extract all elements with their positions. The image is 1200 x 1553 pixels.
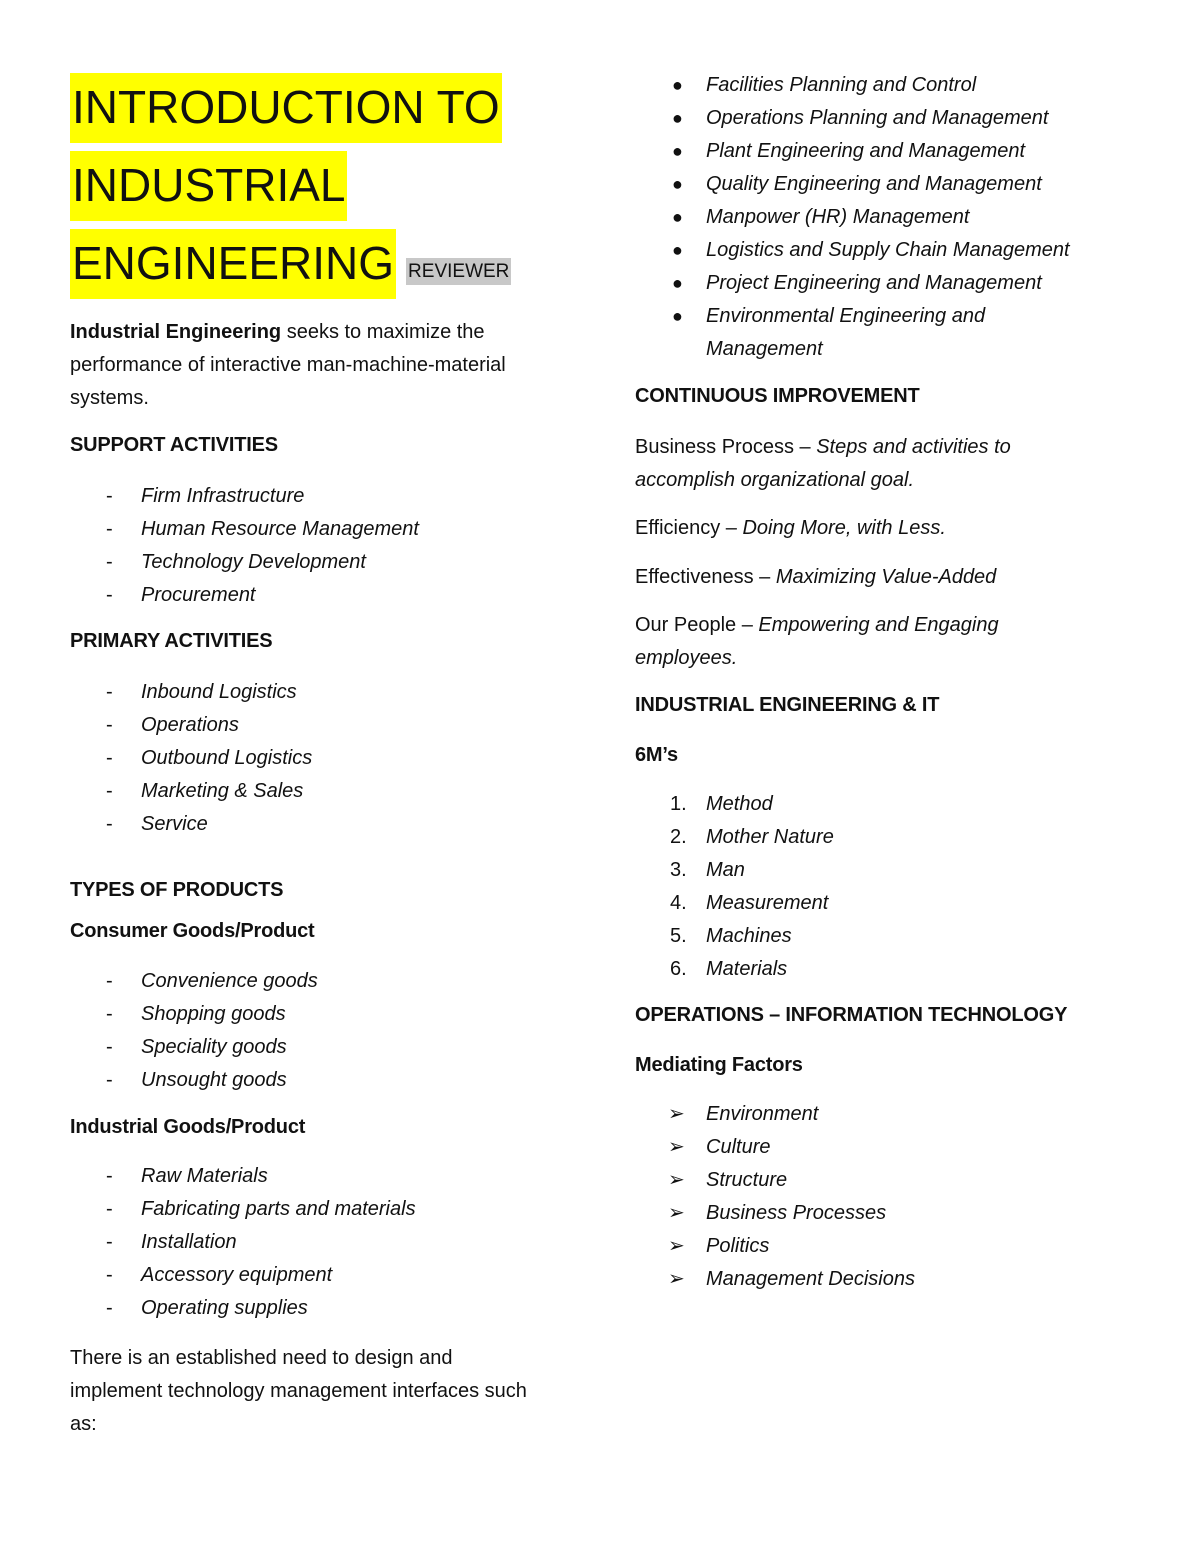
- support-item-text: Technology Development: [141, 551, 366, 573]
- industrial-goods-item: [70, 1292, 570, 1325]
- efficiency-paragraph: [635, 512, 1155, 545]
- mediating-factor-marker: ➢: [668, 1268, 685, 1290]
- six-m-item-text: Man: [706, 859, 745, 881]
- mediating-factor-marker: ➢: [668, 1136, 685, 1158]
- interface-item: [635, 201, 1105, 234]
- our-people-definition: Empowering and Engaging employees.: [635, 614, 999, 669]
- primary-item: [70, 709, 570, 742]
- interface-marker: ●: [672, 240, 683, 260]
- consumer-goods-item-text: Unsought goods: [141, 1069, 287, 1091]
- intro-paragraph: [70, 316, 560, 415]
- interface-item-text: Operations Planning and Management: [706, 107, 1049, 129]
- mediating-factor-item-text: Structure: [706, 1169, 788, 1191]
- industrial-goods-list: [70, 1160, 570, 1325]
- mediating-factor-item: [635, 1131, 1105, 1164]
- intro-text: seeks to maximize the performance of interactive man-machine-material systems.: [70, 321, 506, 409]
- six-m-item: [635, 953, 1105, 986]
- mediating-factor-item-text: Politics: [706, 1235, 770, 1257]
- six-m-marker: 4.: [670, 892, 687, 914]
- reviewer-tag: REVIEWER: [406, 258, 511, 285]
- industrial-goods-marker: -: [106, 1264, 113, 1286]
- primary-marker: -: [106, 747, 113, 769]
- interface-item-text: Manpower (HR) Management: [706, 206, 970, 228]
- interface-item-text: Facilities Planning and Control: [706, 74, 977, 96]
- primary-item-text: Inbound Logistics: [141, 681, 297, 703]
- industrial-goods-item: [70, 1226, 570, 1259]
- interface-marker: ●: [672, 273, 683, 293]
- effectiveness-term: Effectiveness –: [635, 566, 776, 588]
- interface-marker: ●: [672, 141, 683, 161]
- business-process-definition: Steps and activities to accomplish organizational goal.: [635, 436, 1011, 491]
- industrial-goods-item-text: Fabricating parts and materials: [141, 1198, 416, 1220]
- industrial-goods-item-text: Accessory equipment: [141, 1264, 333, 1286]
- primary-list: [70, 676, 570, 841]
- effectiveness-definition: Maximizing Value-Added: [775, 566, 997, 588]
- mediating-factor-item: [635, 1263, 1105, 1296]
- six-m-item: [635, 920, 1105, 953]
- interface-item: [635, 267, 1105, 300]
- support-marker: -: [106, 485, 113, 507]
- consumer-goods-marker: -: [106, 1036, 113, 1058]
- mediating-factors-list: [635, 1098, 1105, 1296]
- consumer-goods-marker: -: [106, 970, 113, 992]
- mediating-factor-item: [635, 1164, 1105, 1197]
- consumer-goods-marker: -: [106, 1003, 113, 1025]
- products-heading: TYPES OF PRODUCTS: [70, 879, 284, 901]
- mediating-factors-heading: Mediating Factors: [635, 1054, 803, 1076]
- primary-item: [70, 775, 570, 808]
- six-m-marker: 1.: [670, 793, 687, 815]
- consumer-goods-item: [70, 998, 570, 1031]
- interface-item-text: Quality Engineering and Management: [706, 173, 1042, 195]
- interface-marker: ●: [672, 75, 683, 95]
- support-item: [70, 546, 570, 579]
- interface-item-text: Project Engineering and Management: [706, 272, 1042, 294]
- six-ms-heading: 6M’s: [635, 744, 678, 766]
- ops-it-heading: OPERATIONS – INFORMATION TECHNOLOGY: [635, 1004, 1068, 1026]
- mediating-factor-marker: ➢: [668, 1169, 685, 1191]
- six-m-item: [635, 788, 1105, 821]
- six-m-item: [635, 854, 1105, 887]
- need-paragraph: There is an established need to design and implement technology management interfaces such as:: [70, 1347, 527, 1435]
- primary-marker: -: [106, 714, 113, 736]
- interface-item-text: Environmental Engineering and Management: [706, 305, 986, 360]
- consumer-goods-item-text: Convenience goods: [141, 970, 318, 992]
- interface-marker: ●: [672, 174, 683, 194]
- primary-item-text: Marketing & Sales: [141, 780, 304, 802]
- six-m-item-text: Materials: [706, 958, 788, 980]
- interface-item-text: Plant Engineering and Management: [706, 140, 1026, 162]
- consumer-goods-marker: -: [106, 1069, 113, 1091]
- support-item-text: Firm Infrastructure: [141, 485, 305, 507]
- business-process-term: Business Process –: [635, 436, 817, 458]
- continuous-heading: CONTINUOUS IMPROVEMENT: [635, 385, 920, 407]
- title-highlight-1: INTRODUCTION TO: [70, 73, 502, 143]
- mediating-factor-item-text: Environment: [706, 1103, 819, 1125]
- primary-item-text: Service: [141, 813, 208, 835]
- title-line-2: [70, 159, 347, 211]
- interface-marker: ●: [672, 306, 683, 326]
- six-m-marker: 5.: [670, 925, 687, 947]
- consumer-heading: Consumer Goods/Product: [70, 920, 315, 942]
- ie-it-heading: INDUSTRIAL ENGINEERING & IT: [635, 694, 940, 716]
- mediating-factor-item: [635, 1230, 1105, 1263]
- industrial-goods-marker: -: [106, 1297, 113, 1319]
- six-m-marker: 6.: [670, 958, 687, 980]
- interface-item: [635, 234, 1105, 267]
- six-m-item-text: Mother Nature: [706, 826, 834, 848]
- mediating-factor-item: [635, 1197, 1105, 1230]
- primary-item: [70, 742, 570, 775]
- primary-marker: -: [106, 813, 113, 835]
- consumer-goods-item: [70, 1064, 570, 1097]
- primary-heading: PRIMARY ACTIVITIES: [70, 630, 273, 652]
- interface-item: [635, 168, 1105, 201]
- our-people-paragraph: [635, 609, 1035, 675]
- six-m-marker: 3.: [670, 859, 687, 881]
- consumer-goods-item: [70, 965, 570, 998]
- six-m-item-text: Method: [706, 793, 773, 815]
- mediating-factor-marker: ➢: [668, 1202, 685, 1224]
- industrial-goods-item-text: Installation: [141, 1231, 237, 1253]
- title-highlight-2: INDUSTRIAL: [70, 151, 347, 221]
- interface-item-text: Logistics and Supply Chain Management: [706, 239, 1070, 261]
- mediating-factor-item-text: Business Processes: [706, 1202, 887, 1224]
- support-marker: -: [106, 551, 113, 573]
- mediating-factor-item-text: Management Decisions: [706, 1268, 915, 1290]
- support-heading: SUPPORT ACTIVITIES: [70, 434, 278, 456]
- title-highlight-3: ENGINEERING: [70, 229, 396, 299]
- title-line-3: [70, 237, 511, 289]
- efficiency-term: Efficiency –: [635, 517, 743, 539]
- industrial-goods-item: [70, 1259, 570, 1292]
- consumer-goods-item-text: Speciality goods: [141, 1036, 287, 1058]
- primary-marker: -: [106, 780, 113, 802]
- our-people-term: Our People –: [635, 614, 759, 636]
- support-item: [70, 480, 570, 513]
- industrial-goods-marker: -: [106, 1165, 113, 1187]
- effectiveness-paragraph: [635, 561, 1155, 594]
- primary-item-text: Operations: [141, 714, 239, 736]
- six-m-item-text: Measurement: [706, 892, 829, 914]
- support-marker: -: [106, 584, 113, 606]
- support-marker: -: [106, 518, 113, 540]
- consumer-goods-item-text: Shopping goods: [141, 1003, 286, 1025]
- support-item-text: Human Resource Management: [141, 518, 419, 540]
- primary-item: [70, 808, 570, 841]
- six-ms-list: [635, 788, 1105, 986]
- industrial-goods-item: [70, 1160, 570, 1193]
- consumer-list: [70, 965, 570, 1097]
- interface-item: [635, 69, 1105, 102]
- support-item: [70, 513, 570, 546]
- industrial-goods-item-text: Operating supplies: [141, 1297, 308, 1319]
- intro-term: Industrial Engineering: [70, 321, 282, 343]
- support-item: [70, 579, 570, 612]
- industrial-goods-item-text: Raw Materials: [141, 1165, 268, 1187]
- industrial-goods-item: [70, 1193, 570, 1226]
- industrial-goods-heading: Industrial Goods/Product: [70, 1116, 306, 1138]
- interface-marker: ●: [672, 108, 683, 128]
- support-item-text: Procurement: [141, 584, 256, 606]
- title-line-1: [70, 81, 502, 133]
- six-m-item: [635, 887, 1105, 920]
- primary-item-text: Outbound Logistics: [141, 747, 313, 769]
- efficiency-definition: Doing More, with Less.: [742, 517, 946, 539]
- industrial-goods-marker: -: [106, 1198, 113, 1220]
- consumer-goods-item: [70, 1031, 570, 1064]
- interface-item: [635, 300, 1105, 366]
- mediating-factor-item: [635, 1098, 1105, 1131]
- support-list: [70, 480, 570, 612]
- six-m-item: [635, 821, 1105, 854]
- six-m-marker: 2.: [670, 826, 687, 848]
- primary-item: [70, 676, 570, 709]
- industrial-goods-marker: -: [106, 1231, 113, 1253]
- interface-item: [635, 135, 1105, 168]
- business-process-paragraph: [635, 431, 1055, 497]
- mediating-factor-item-text: Culture: [706, 1136, 771, 1158]
- interfaces-list: [635, 69, 1105, 366]
- mediating-factor-marker: ➢: [668, 1103, 685, 1125]
- interface-marker: ●: [672, 207, 683, 227]
- mediating-factor-marker: ➢: [668, 1235, 685, 1257]
- primary-marker: -: [106, 681, 113, 703]
- interface-item: [635, 102, 1105, 135]
- six-m-item-text: Machines: [706, 925, 792, 947]
